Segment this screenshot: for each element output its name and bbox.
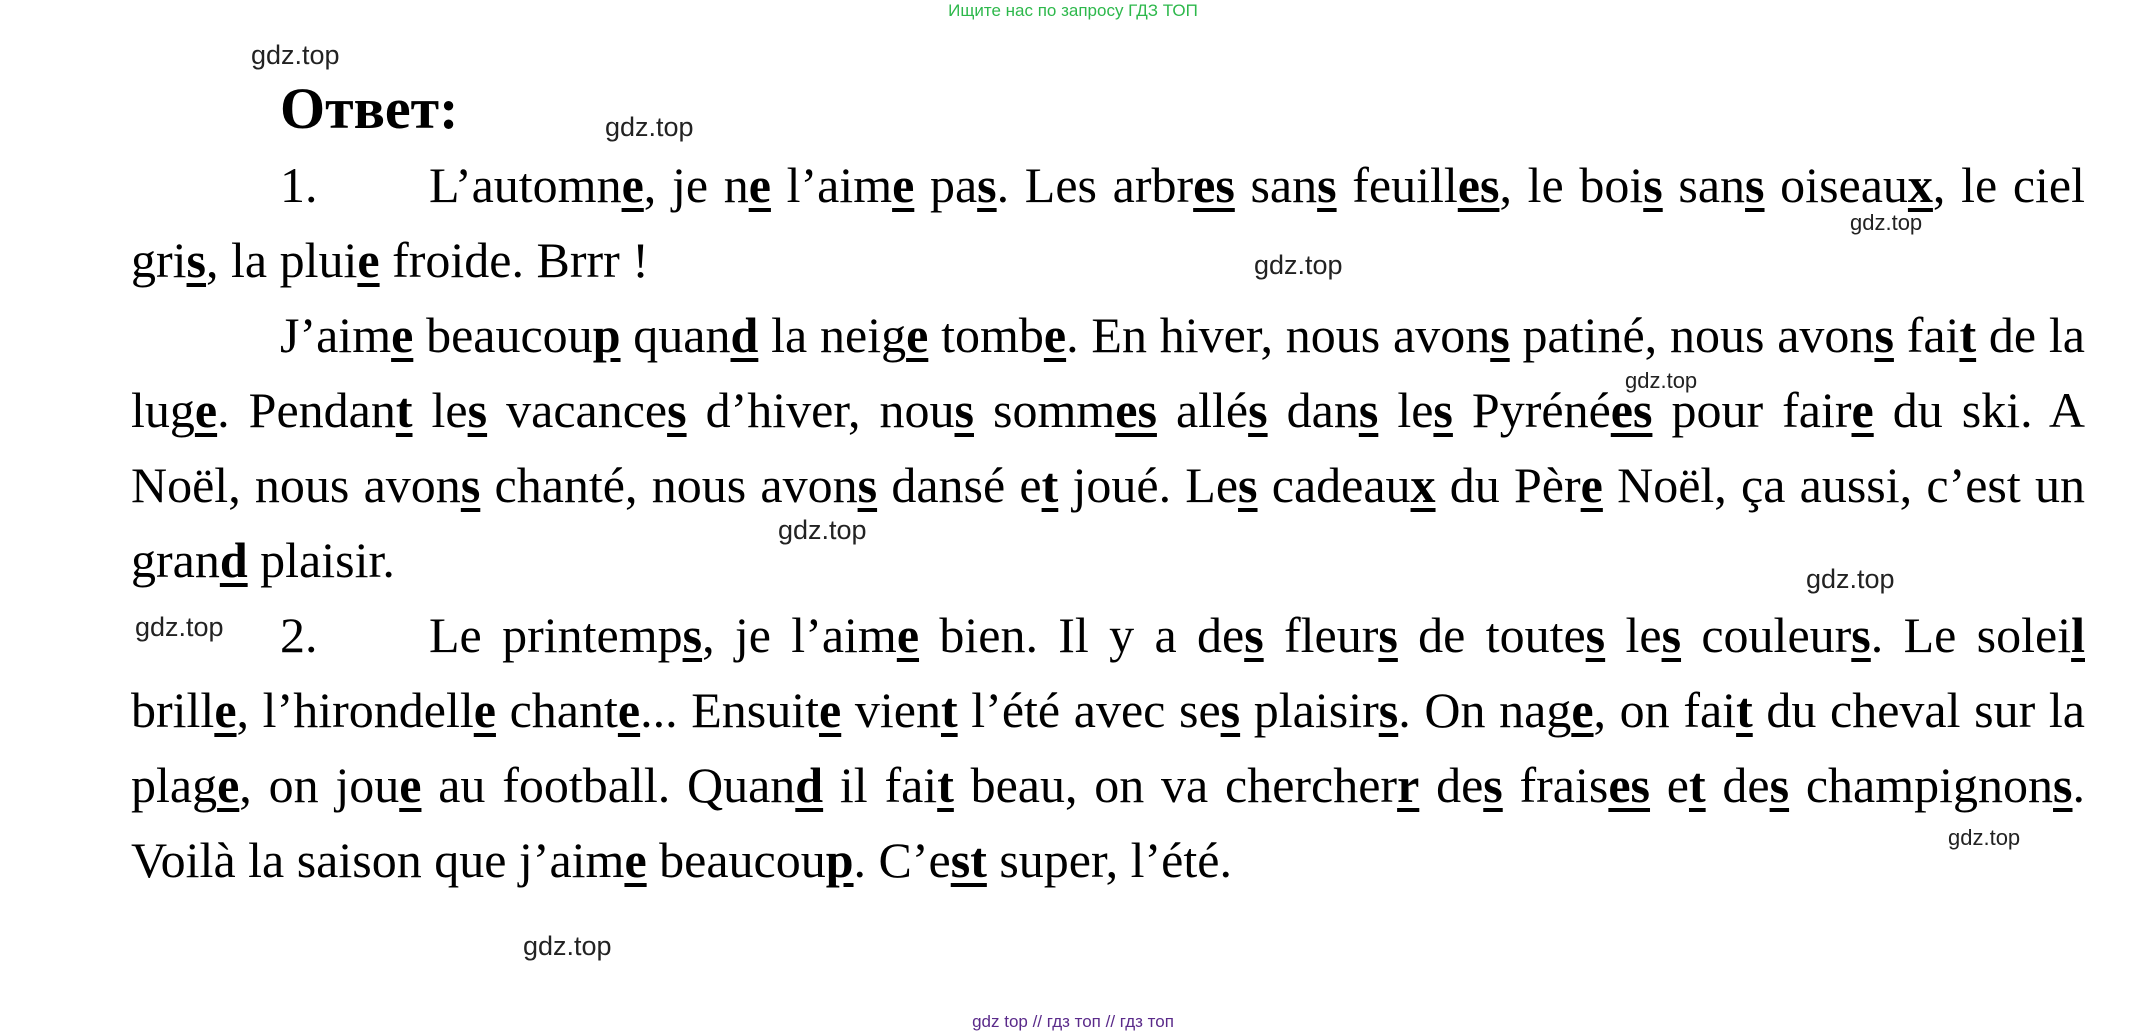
text-run: , l’hirondell [236, 682, 474, 738]
answer-paragraph-2 [131, 298, 2085, 598]
underlined-letter: x [1410, 457, 1436, 513]
text-run: de toute [1397, 607, 1586, 663]
watermark: gdz.top [605, 112, 694, 142]
text-run: champignon [1789, 757, 2054, 813]
underlined-letter: e [399, 757, 422, 813]
text-run: du cheval sur la plag [131, 682, 2086, 813]
underlined-letter: s [2053, 757, 2073, 813]
underlined-letter: t [395, 382, 413, 438]
underlined-letter: s [1769, 757, 1790, 813]
underlined-letter: t [940, 682, 958, 738]
underlined-letter: x [1907, 157, 1933, 213]
text-run: frais [1502, 757, 1609, 813]
underlined-letter: s [1874, 307, 1894, 363]
underlined-letter: s [1220, 682, 1241, 738]
text-run: bien. Il y a de [919, 607, 1245, 663]
answer-heading: Ответ: [280, 76, 459, 141]
underlined-letter: s [1433, 382, 1453, 438]
text-run: e [1650, 757, 1689, 813]
text-run: froide. Brrr ! [379, 232, 649, 288]
search-banner: Ищите нас по запросу ГДЗ ТОП [948, 1, 1198, 20]
underlined-letter: s [1358, 382, 1379, 438]
underlined-letter: e [748, 157, 771, 213]
underlined-letter: e [1043, 307, 1067, 363]
underlined-letter: es [1193, 157, 1235, 213]
text-run: , on fai [1593, 682, 1737, 738]
text-run: le [1378, 382, 1434, 438]
text-run: , je n [643, 157, 749, 213]
underlined-letter: d [730, 307, 759, 363]
text-run: cadeau [1257, 457, 1411, 513]
text-run: le [1605, 607, 1662, 663]
watermark: gdz.top [523, 931, 612, 961]
underlined-letter: s [1244, 607, 1264, 663]
answer-paragraph-3 [131, 598, 2085, 898]
underlined-letter: s [667, 382, 687, 438]
text-run: san [1662, 157, 1746, 213]
underlined-letter: r [1397, 757, 1420, 813]
underlined-letter: e [617, 682, 641, 738]
text-run: patiné, nous avon [1509, 307, 1875, 363]
text-run: beaucou [646, 832, 826, 888]
underlined-letter: e [217, 757, 240, 813]
underlined-letter: e [906, 307, 929, 363]
text-run: L’automn [429, 157, 622, 213]
footer-links: gdz top // гдз топ // гдз топ [972, 1012, 1174, 1031]
text-run: de [1705, 757, 1770, 813]
underlined-letter: es [1608, 757, 1651, 813]
text-run: couleur [1681, 607, 1852, 663]
text-run: , on jou [239, 757, 400, 813]
underlined-letter: st [950, 832, 987, 888]
underlined-letter: e [473, 682, 496, 738]
text-run: ... Ensuit [640, 682, 820, 738]
underlined-letter: t [1959, 307, 1977, 363]
underlined-letter: s [1483, 757, 1503, 813]
text-run: pour fair [1652, 382, 1852, 438]
text-run: fleur [1263, 607, 1379, 663]
text-run: d’hiver, nou [686, 382, 955, 438]
underlined-letter: s [1490, 307, 1510, 363]
text-run: Pyréné [1452, 382, 1611, 438]
text-run: dansé e [877, 457, 1042, 513]
underlined-letter: s [1238, 457, 1258, 513]
text-run: l’aim [770, 157, 893, 213]
text-run: vacance [487, 382, 668, 438]
watermark: gdz.top [135, 612, 224, 642]
underlined-letter: s [467, 382, 488, 438]
watermark: gdz.top [778, 515, 867, 545]
text-run: brill [131, 682, 215, 738]
text-run: , la plui [206, 232, 358, 288]
text-run: . Voilà la saison que j’aim [131, 757, 2085, 888]
underlined-letter: s [682, 607, 703, 663]
underlined-letter: e [896, 607, 920, 663]
underlined-letter: s [1585, 607, 1606, 663]
underlined-letter: s [1378, 607, 1398, 663]
underlined-letter: l [2071, 607, 2085, 663]
text-run: J’aim [280, 307, 392, 363]
watermark: gdz.top [1948, 825, 2021, 850]
underlined-letter: s [1317, 157, 1337, 213]
underlined-letter: s [954, 382, 974, 438]
watermark: gdz.top [1806, 564, 1895, 594]
text-run: au football. Quan [421, 757, 796, 813]
underlined-letter: t [1688, 757, 1706, 813]
underlined-letter: s [186, 232, 207, 288]
text-run: la neig [758, 307, 907, 363]
underlined-letter: d [795, 757, 824, 813]
watermark: gdz.top [1625, 368, 1698, 393]
text-run: . Pendan [217, 382, 396, 438]
underlined-letter: e [214, 682, 237, 738]
underlined-letter: s [857, 457, 878, 513]
underlined-letter: s [1745, 157, 1765, 213]
text-run: il fai [823, 757, 938, 813]
underlined-letter: e [1580, 457, 1603, 513]
text-run: dan [1267, 382, 1359, 438]
text-run: Le printemp [429, 607, 683, 663]
text-run: de la lug [131, 307, 2085, 438]
watermark: gdz.top [1850, 210, 1923, 235]
text-run: beau, on va chercher [953, 757, 1398, 813]
underlined-letter: e [1851, 382, 1874, 438]
text-run: quan [620, 307, 731, 363]
underlined-letter: e [391, 307, 414, 363]
text-run: chant [495, 682, 618, 738]
text-run: . En hiver, nous avon [1066, 307, 1491, 363]
underlined-letter: e [357, 232, 380, 288]
underlined-letter: s [977, 157, 997, 213]
underlined-letter: s [1643, 157, 1663, 213]
text-run: , le boi [1499, 157, 1644, 213]
watermark: gdz.top [1254, 250, 1343, 280]
text-run: vien [841, 682, 941, 738]
text-run: . Le solei [1870, 607, 2072, 663]
text-run: . On nag [1398, 682, 1572, 738]
paragraph-number: 1. [280, 157, 318, 213]
underlined-letter: d [219, 532, 248, 588]
underlined-letter: e [624, 832, 647, 888]
text-run: du ski. A Noël, nous avon [131, 382, 2086, 513]
underlined-letter: t [1736, 682, 1753, 738]
paragraph-number: 2. [280, 607, 318, 663]
underlined-letter: p [592, 307, 621, 363]
underlined-letter: s [1378, 682, 1399, 738]
underlined-letter: e [892, 157, 915, 213]
text-run: chanté, nous avon [480, 457, 858, 513]
text-run: le [412, 382, 468, 438]
watermark: gdz.top [251, 40, 340, 70]
text-run: allé [1156, 382, 1249, 438]
text-run: l’été avec se [957, 682, 1221, 738]
underlined-letter: es [1115, 382, 1157, 438]
text-run: Noël, ça aussi, c’est un gran [131, 457, 2085, 588]
text-run: , je l’aim [702, 607, 897, 663]
text-run: san [1234, 157, 1318, 213]
text-run: plaisir [1240, 682, 1379, 738]
text-run: tomb [928, 307, 1044, 363]
text-run: du Pèr [1435, 457, 1581, 513]
underlined-letter: e [194, 382, 218, 438]
text-run: super, l’été. [986, 832, 1232, 888]
text-run: beaucou [413, 307, 593, 363]
underlined-letter: t [1041, 457, 1059, 513]
underlined-letter: s [1851, 607, 1871, 663]
underlined-letter: e [819, 682, 842, 738]
text-run: . Les arbr [996, 157, 1194, 213]
text-run: , le ciel gri [131, 157, 2085, 288]
text-run: de [1419, 757, 1484, 813]
underlined-letter: e [621, 157, 644, 213]
text-run: somm [973, 382, 1116, 438]
answer-paragraph-1 [131, 148, 2085, 298]
text-run: oiseau [1764, 157, 1908, 213]
text-run: plaisir. [247, 532, 395, 588]
text-run: pa [914, 157, 978, 213]
text-run: feuill [1336, 157, 1458, 213]
text-run: fai [1893, 307, 1960, 363]
underlined-letter: p [825, 832, 854, 888]
underlined-letter: t [937, 757, 954, 813]
underlined-letter: s [1248, 382, 1268, 438]
underlined-letter: es [1610, 382, 1653, 438]
underlined-letter: s [460, 457, 481, 513]
underlined-letter: e [1571, 682, 1594, 738]
underlined-letter: s [1661, 607, 1682, 663]
text-run: . C’e [853, 832, 951, 888]
text-run: joué. Le [1058, 457, 1239, 513]
underlined-letter: es [1457, 157, 1500, 213]
